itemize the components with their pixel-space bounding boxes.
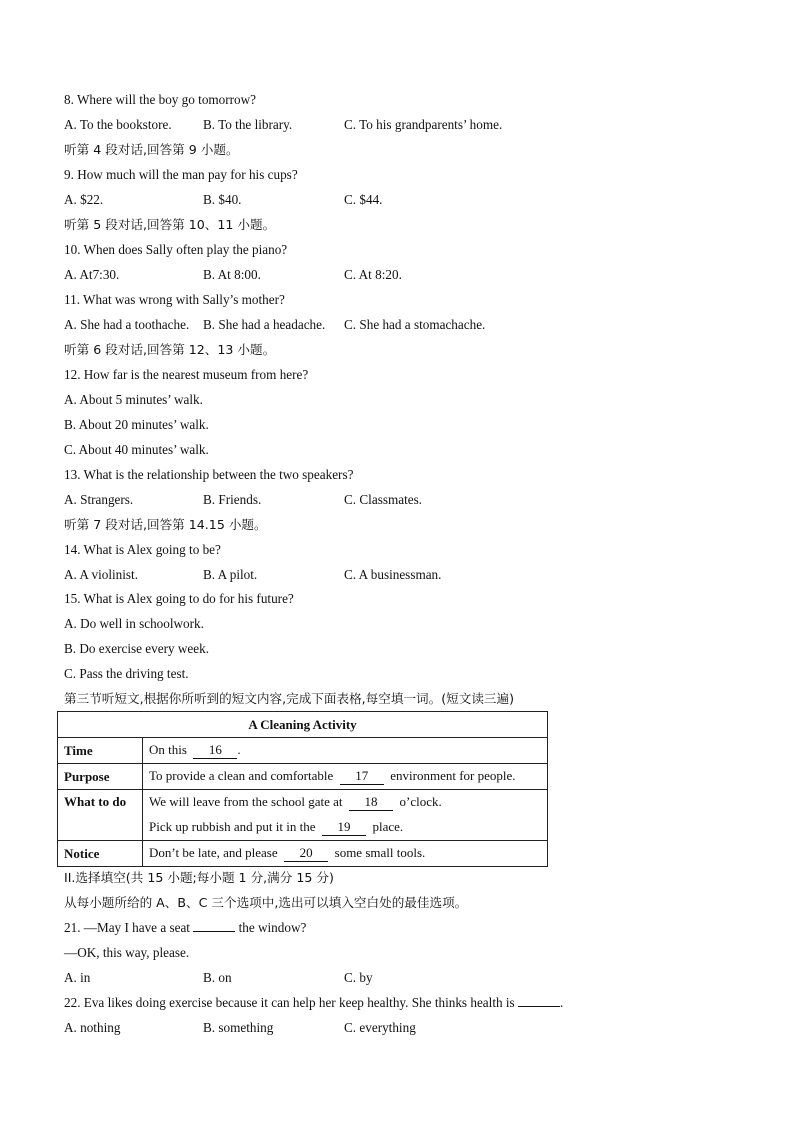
purpose-label: Purpose — [58, 764, 143, 790]
option-b[interactable]: B. Friends. — [203, 492, 262, 507]
question-15: 15. What is Alex going to do for his future? — [64, 591, 294, 606]
option-a[interactable]: A. Strangers. — [64, 492, 134, 507]
option-b[interactable]: B. To the library. — [203, 117, 293, 132]
question-9: 9. How much will the man pay for his cups? — [64, 167, 298, 182]
option-c[interactable]: C. A businessman. — [344, 567, 442, 582]
blank-16[interactable]: 16 — [193, 742, 237, 759]
option-a[interactable]: A. About 5 minutes’ walk. — [64, 392, 203, 407]
option-a[interactable]: A. in — [64, 970, 91, 985]
notice-cell: Don’t be late, and please 20 some small tools. — [143, 841, 548, 867]
option-c[interactable]: C. Classmates. — [344, 492, 423, 507]
option-c[interactable]: C. To his grandparents’ home. — [344, 117, 503, 132]
option-c[interactable]: C. Pass the driving test. — [64, 666, 189, 681]
section-instruction: 听第 4 段对话,回答第 9 小题。 — [64, 142, 239, 157]
blank-20[interactable]: 20 — [284, 845, 328, 862]
option-b[interactable]: B. on — [203, 970, 232, 985]
question-10: 10. When does Sally often play the piano? — [64, 242, 288, 257]
blank-18[interactable]: 18 — [349, 794, 393, 811]
option-a[interactable]: A. nothing — [64, 1020, 121, 1035]
option-c[interactable]: C. About 40 minutes’ walk. — [64, 442, 209, 457]
blank-19[interactable]: 19 — [322, 819, 366, 836]
answer-blank[interactable] — [518, 1006, 560, 1007]
question-12: 12. How far is the nearest museum from here? — [64, 367, 309, 382]
table-title: A Cleaning Activity — [58, 712, 548, 738]
part-2-instruction: 从每小题所给的 A、B、C 三个选项中,选出可以填入空白处的最佳选项。 — [64, 895, 468, 910]
time-cell: On this 16 . — [143, 738, 548, 764]
option-b[interactable]: B. At 8:00. — [203, 267, 261, 282]
option-b[interactable]: B. A pilot. — [203, 567, 258, 582]
section-instruction: 听第 5 段对话,回答第 10、11 小题。 — [64, 217, 276, 232]
what-to-do-cell-2: Pick up rubbish and put it in the 19 place. — [143, 815, 548, 841]
option-b[interactable]: B. Do exercise every week. — [64, 641, 209, 656]
option-a[interactable]: A. To the bookstore. — [64, 117, 172, 132]
what-to-do-label: What to do — [58, 790, 143, 841]
option-a[interactable]: A. A violinist. — [64, 567, 139, 582]
blank-17[interactable]: 17 — [340, 768, 384, 785]
option-c[interactable]: C. by — [344, 970, 373, 985]
cleaning-activity-table — [57, 711, 548, 867]
option-a[interactable]: A. Do well in schoolwork. — [64, 616, 204, 631]
option-a[interactable]: A. At7:30. — [64, 267, 120, 282]
option-a[interactable]: A. She had a toothache. — [64, 317, 190, 332]
option-c[interactable]: C. $44. — [344, 192, 383, 207]
option-c[interactable]: C. At 8:20. — [344, 267, 402, 282]
section-instruction: 听第 6 段对话,回答第 12、13 小题。 — [64, 342, 276, 357]
option-c[interactable]: C. everything — [344, 1020, 416, 1035]
question-8: 8. Where will the boy go tomorrow? — [64, 92, 257, 107]
what-to-do-cell-1: We will leave from the school gate at 18 o’clock. — [143, 790, 548, 816]
question-22: 22. Eva likes doing exercise because it can help her keep healthy. She thinks health is . — [64, 995, 564, 1010]
question-21: 21. —May I have a seat the window? — [64, 920, 307, 935]
option-a[interactable]: A. $22. — [64, 192, 104, 207]
question-21-reply: —OK, this way, please. — [64, 945, 190, 960]
option-b[interactable]: B. something — [203, 1020, 274, 1035]
purpose-cell: To provide a clean and comfortable 17 environment for people. — [143, 764, 548, 790]
answer-blank[interactable] — [193, 931, 235, 932]
option-b[interactable]: B. About 20 minutes’ walk. — [64, 417, 209, 432]
question-11: 11. What was wrong with Sally’s mother? — [64, 292, 285, 307]
option-c[interactable]: C. She had a stomachache. — [344, 317, 486, 332]
question-13: 13. What is the relationship between the two speakers? — [64, 467, 354, 482]
option-b[interactable]: B. $40. — [203, 192, 242, 207]
part-2-title: II.选择填空(共 15 小题;每小题 1 分,满分 15 分) — [64, 870, 334, 885]
section-instruction: 听第 7 段对话,回答第 14.15 小题。 — [64, 517, 267, 532]
notice-label: Notice — [58, 841, 143, 867]
section-3-instruction: 第三节听短文,根据你所听到的短文内容,完成下面表格,每空填一词。(短文读三遍) — [64, 691, 515, 706]
option-b[interactable]: B. She had a headache. — [203, 317, 326, 332]
question-14: 14. What is Alex going to be? — [64, 542, 221, 557]
time-label: Time — [58, 738, 143, 764]
